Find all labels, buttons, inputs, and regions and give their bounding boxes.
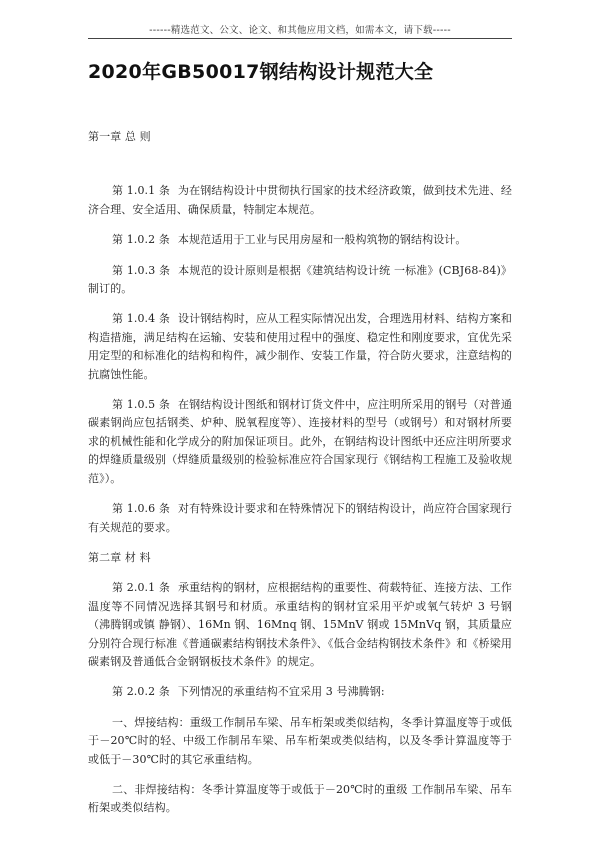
clause-text: 设计钢结构时，应从工程实际情况出发，合理选用材料、结构方案和构造措施，满足结构在运输、安装和使用过程中的强度、稳定性和刚度要求，宜优先采用定型的和标准化的结构和构件，减少制作、安装工作量，符合防火要求，注意结构的抗腐蚀性能。 xyxy=(88,312,513,381)
clause-number: 第 1.0.4 条 xyxy=(112,312,171,326)
clause-paragraph xyxy=(88,396,512,488)
clause-paragraph xyxy=(88,579,512,671)
clause-number: 第 1.0.2 条 xyxy=(112,233,170,247)
clause-paragraph xyxy=(88,231,512,249)
clause-text: 对有特殊设计要求和在特殊情况下的钢结构设计，尚应符合国家现行有关规范的要求。 xyxy=(88,502,513,534)
clause-number: 第 1.0.3 条 xyxy=(112,263,171,277)
clause-paragraph xyxy=(88,182,512,219)
clause-number: 第 1.0.1 条 xyxy=(112,184,171,198)
clause-paragraph xyxy=(88,683,512,701)
clause-number: 第 1.0.6 条 xyxy=(112,502,171,516)
chapter-heading: 第二章 材 料 xyxy=(88,550,151,564)
download-banner: ------精选范文、公文、论文、和其他应用文档，如需本文，请下载----- xyxy=(149,25,451,36)
clause-text: 为在钢结构设计中贯彻执行国家的技术经济政策，做到技术先进、经济合理、安全适用、确保质量，特制定本规范。 xyxy=(88,184,513,216)
clause-number: 第 2.0.2 条 xyxy=(112,685,170,699)
document-title: 2020年GB50017钢结构设计规范大全 xyxy=(88,61,434,83)
clause-number: 第 1.0.5 条 xyxy=(112,398,171,412)
clause-paragraph xyxy=(88,310,512,384)
list-item: 一、焊接结构：重级工作制吊车梁、吊车桁架或类似结构，冬季计算温度等于或低于－20℃时的轻、中级工作制吊车梁、吊车桁架或类似结构，以及冬季计算温度等于或低于－30℃时的其它承重结构。 xyxy=(88,715,512,766)
clause-text: 本规范的设计原则是根据《建筑结构设计统 一标准》(CBJ68-84)》制订的。 xyxy=(88,263,512,296)
header-divider xyxy=(88,38,512,39)
clause-text: 在钢结构设计图纸和钢材订货文件中，应注明所采用的钢号（对普通碳素钢尚应包括钢类、炉种、脱氧程度等）、连接材料的型号（或钢号）和对钢材所要求的机械性能和化学成分的附加保证项目。此外，在钢结构设计图纸中还应注明所要求的焊缝质量级别（焊缝质量级别的检验标准应符合国家现行《钢结构工程施工及验收规范》）。 xyxy=(88,398,513,485)
clause-text: 下列情况的承重结构不宜采用 3 号沸腾钢: xyxy=(177,685,385,699)
clause-paragraph xyxy=(88,262,512,299)
chapter-heading: 第一章 总 则 xyxy=(88,130,151,143)
document-body xyxy=(88,128,512,818)
clause-text: 承重结构的钢材，应根据结构的重要性、荷载特征、连接方法、工作温度等不同情况选择其钢号和材质。承重结构的钢材宜采用平炉或氧气转炉 3 号钢（沸腾钢或镇 静钢）、16Mn 钢、16Mnq 钢、15MnV 钢或 15MnVq 钢，其质量应分别符合现行标准《普通碳素结构钢技术条件》、《低合金结构钢技术条件》和《桥梁用碳素钢及普通低合金钢钢板技术条件》的规定。 xyxy=(88,581,513,668)
list-item: 二、非焊接结构：冬季计算温度等于或低于－20℃时的重级 工作制吊车梁、吊车桁架或类似结构。 xyxy=(88,782,512,815)
clause-number: 第 2.0.1 条 xyxy=(112,581,171,595)
clause-paragraph xyxy=(88,500,512,537)
clause-text: 本规范适用于工业与民用房屋和一般构筑物的钢结构设计。 xyxy=(177,233,467,247)
